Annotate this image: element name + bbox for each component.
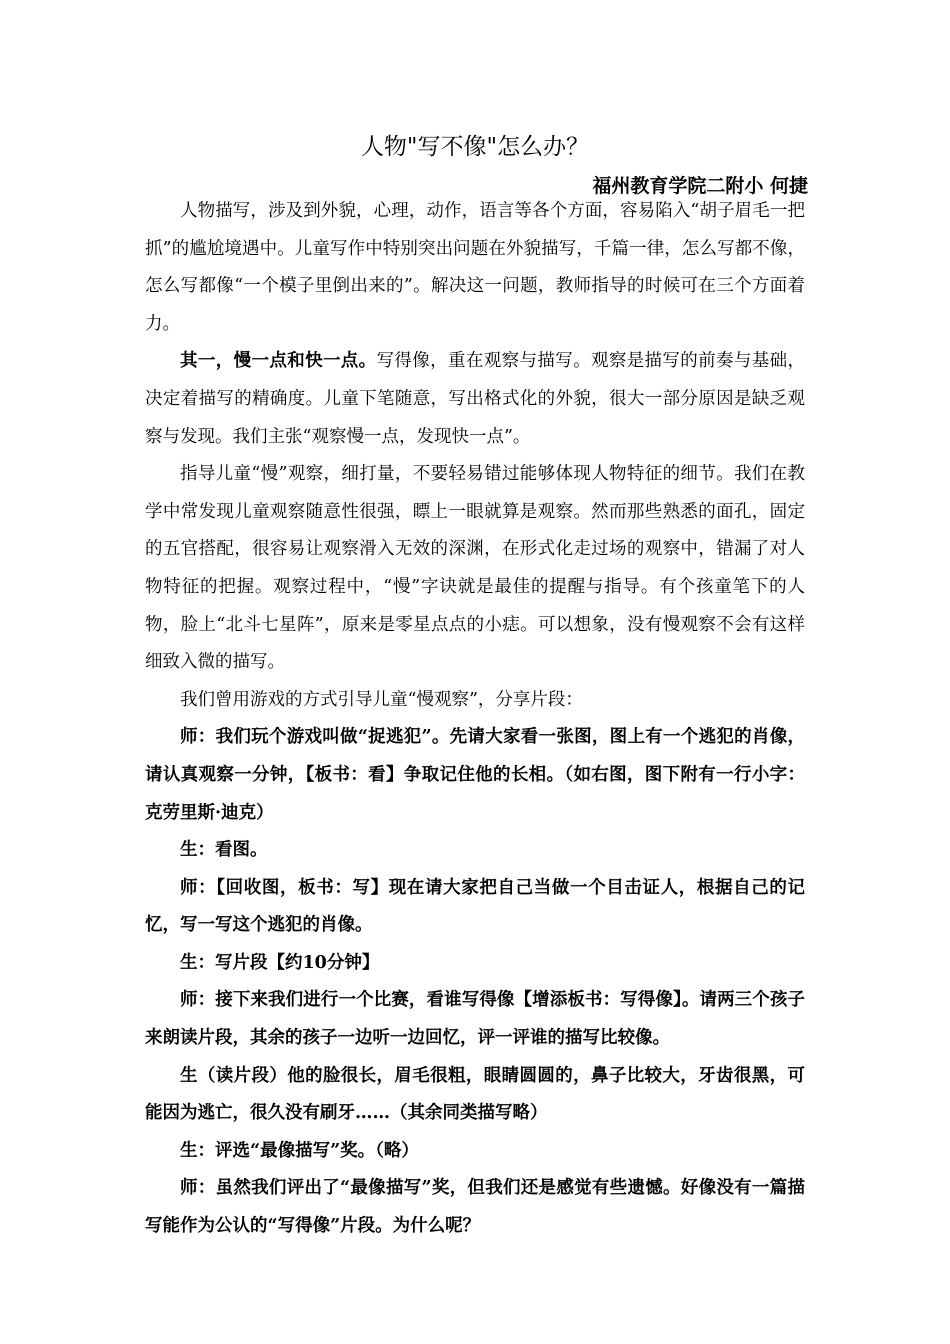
paragraph-intro — [145, 193, 805, 343]
dialogue-teacher-line — [145, 1170, 805, 1245]
paragraph-text: 师：虽然我们评出了“最像描写”奖，但我们还是感觉有些遗憾。好像没有一篇描写能作为公认的“写得像”片段。为什么呢？ — [145, 1178, 805, 1237]
paragraph-lead-heading: 其一，慢一点和快一点。 — [180, 351, 377, 372]
paragraph-text: 我们曾用游戏的方式引导儿童“慢观察”，分享片段： — [180, 689, 583, 710]
paragraph-text: 师：接下来我们进行一个比赛，看谁写得像【增添板书：写得像】。请两三个孩子来朗读片段，其余的孩子一边听一边回忆，评一评谁的描写比较像。 — [145, 990, 805, 1049]
dialogue-student-line — [145, 945, 805, 983]
paragraph-text: 生（读片段）他的脸很长，眉毛很粗，眼睛圆圆的，鼻子比较大，牙齿很黑，可能因为逃亡，很久没有刷牙……（其余同类描写略） — [145, 1065, 805, 1124]
document-title: 人物"写不像"怎么办？ — [360, 134, 590, 160]
paragraph-text: 生：看图。 — [180, 840, 268, 861]
author-line: 福州教育学院二附小 何捷 — [592, 175, 808, 197]
paragraph-point-one — [145, 343, 805, 456]
paragraph-text: 师：【回收图，板书：写】现在请大家把自己当做一个目击证人，根据自己的记忆，写一写这个逃犯的肖像。 — [145, 877, 805, 936]
dialogue-student-line — [145, 1133, 805, 1171]
paragraph-game-intro — [145, 682, 805, 720]
dialogue-teacher-line — [145, 982, 805, 1057]
paragraph-text: 写得像，重在观察与描写。观察是描写的前奏与基础，决定着描写的精确度。儿童下笔随意，写出格式化的外貌，很大一部分原因是缺乏观察与发现。我们主张“观察慢一点，发现快一点”。 — [145, 351, 806, 447]
dialogue-teacher-line — [145, 719, 805, 832]
dialogue-teacher-line — [145, 870, 805, 945]
dialogue-student-line — [145, 1058, 805, 1133]
paragraph-text: 人物描写，涉及到外貌，心理，动作，语言等各个方面，容易陷入“胡子眉毛一把抓”的尴尬境遇中。儿童写作中特别突出问题在外貌描写，千篇一律，怎么写都不像，怎么写都像“一个模子里倒出来的”。解决这一问题，教师指导的时候可在三个方面着力。 — [145, 201, 805, 334]
paragraph-text: 生：评选“最像描写”奖。（略） — [180, 1140, 419, 1161]
paragraph-text: 生：写片段【约10分钟】 — [180, 952, 380, 973]
document-body — [145, 193, 805, 1246]
dialogue-student-line — [145, 832, 805, 870]
paragraph-slow-observation — [145, 456, 805, 682]
paragraph-text: 师：我们玩个游戏叫做“捉逃犯”。先请大家看一张图，图上有一个逃犯的肖像，请认真观察一分钟，【板书：看】争取记住他的长相。（如右图，图下附有一行小字：克劳里斯·迪克） — [145, 727, 805, 823]
paragraph-text: 指导儿童“慢”观察，细打量，不要轻易错过能够体现人物特征的细节。我们在教学中常发现儿童观察随意性很强，瞟上一眼就算是观察。然而那些熟悉的面孔，固定的五官搭配，很容易让观察滑入无效的深渊，在形式化走过场的观察中，错漏了对人物特征的把握。观察过程中，“慢”字诀就是最佳的提醒与指导。有个孩童笔下的人物，脸上“北斗七星阵”，原来是零星点点的小痣。可以想象，没有慢观察不会有这样细致入微的描写。 — [145, 464, 805, 673]
